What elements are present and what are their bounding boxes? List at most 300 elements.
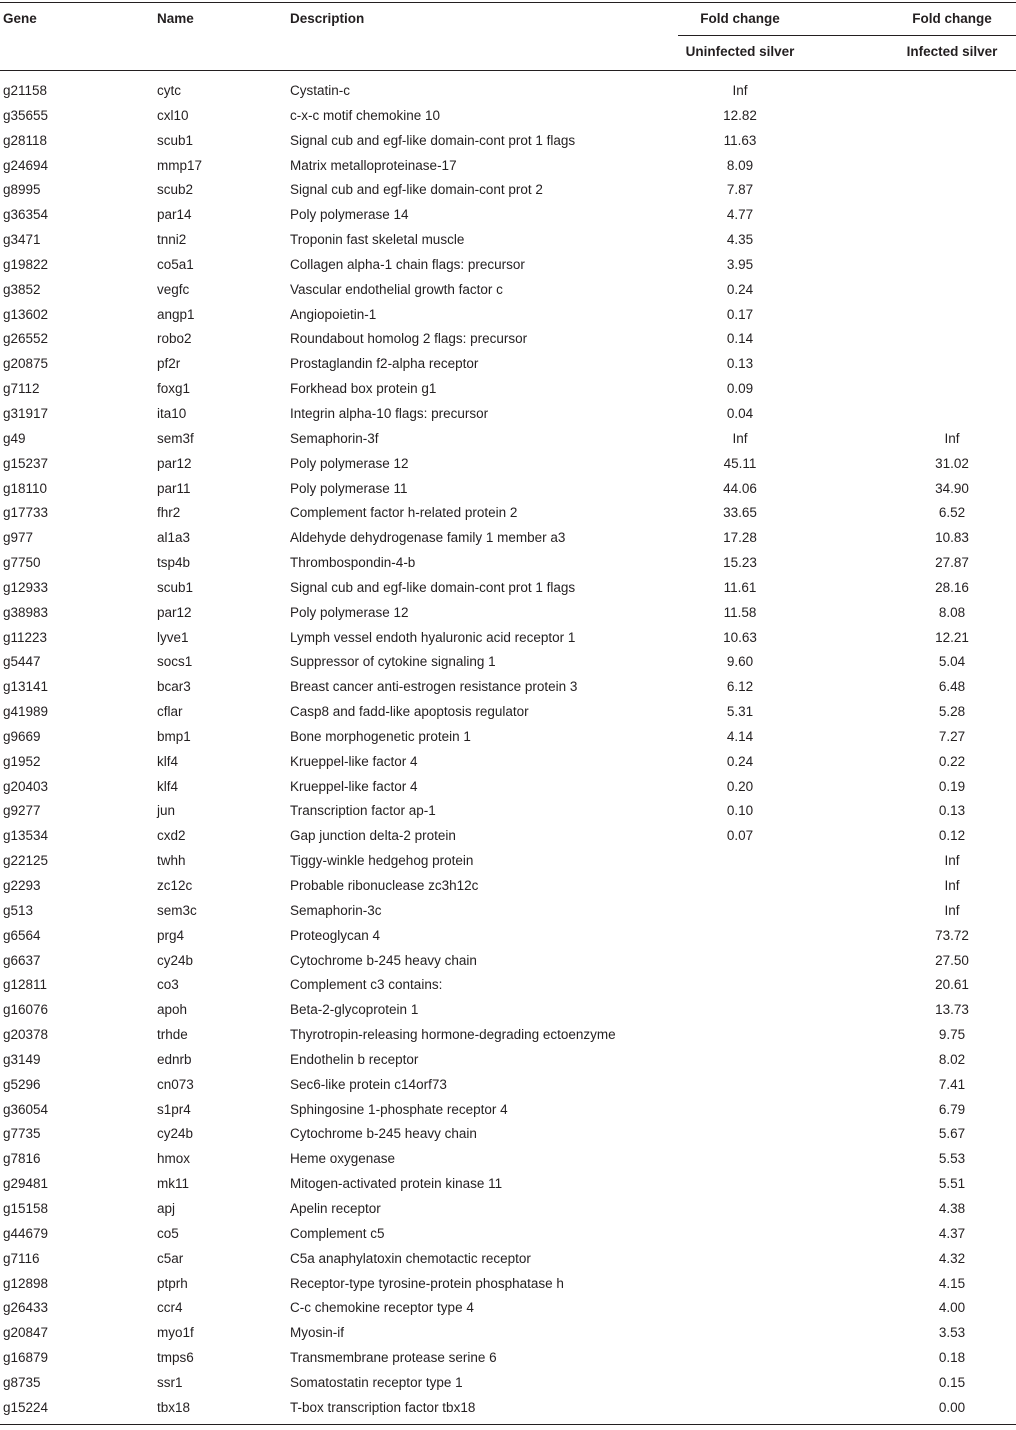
cell-gene: g26433 [3,1300,49,1316]
cell-description: Aldehyde dehydrogenase family 1 member a3 [290,530,566,546]
infected-header-rule [910,35,1016,36]
cell-name: apj [157,1200,176,1216]
cell-description: Apelin receptor [290,1200,381,1216]
cell-infected: 8.08 [938,604,966,620]
cell-name: cn073 [157,1076,194,1092]
table-row [0,824,1016,849]
table-row [0,1073,1016,1098]
cell-description: Sec6-like protein c14orf73 [290,1076,447,1092]
table-row [0,1247,1016,1272]
cell-gene: g3471 [3,232,41,248]
cell-gene: g16879 [3,1350,49,1366]
cell-infected: 10.83 [935,530,969,546]
cell-infected: 7.41 [938,1076,966,1092]
table-row [0,203,1016,228]
cell-name: ednrb [157,1051,192,1067]
table-row [0,154,1016,179]
table-row [0,750,1016,775]
cell-uninfected: 4.14 [726,728,754,744]
cell-infected: Inf [944,902,960,918]
cell-infected: 0.22 [938,753,966,769]
table-row [0,1296,1016,1321]
cell-uninfected: Inf [732,83,748,98]
cell-name: cxl10 [157,107,189,123]
cell-uninfected: 0.04 [726,405,754,421]
table-row [0,1272,1016,1297]
table-row [0,178,1016,203]
cell-description: Krueppel-like factor 4 [290,778,418,794]
cell-description: Mitogen-activated protein kinase 11 [290,1176,503,1192]
cell-name: scub2 [157,182,194,198]
table-row [0,79,1016,104]
cell-gene: g12898 [3,1275,49,1291]
cell-name: jun [157,803,176,819]
table-row [0,1048,1016,1073]
cell-gene: g7816 [3,1151,41,1167]
header-rule [0,70,1016,71]
table-row [0,1321,1016,1346]
cell-gene: g12933 [3,579,49,595]
cell-description: Poly polymerase 11 [290,480,408,496]
cell-description: Poly polymerase 12 [290,604,409,620]
table-row [0,1172,1016,1197]
cell-name: klf4 [157,753,179,769]
cell-gene: g11223 [3,629,48,645]
cell-uninfected: Inf [732,430,748,446]
cell-uninfected: 17.28 [723,530,757,546]
table-row [0,129,1016,154]
cell-name: myo1f [157,1325,194,1341]
table-row [0,700,1016,725]
cell-name: par12 [157,604,192,620]
top-rule [0,2,1016,3]
header-name: Name [157,11,194,26]
cell-gene: g15158 [3,1200,49,1216]
cell-uninfected: 0.07 [726,828,754,844]
cell-description: Complement c5 [290,1225,385,1241]
cell-infected: 3.53 [938,1325,966,1341]
cell-uninfected: 11.61 [723,579,757,595]
table-row [0,104,1016,129]
table-row [0,1147,1016,1172]
cell-uninfected: 3.95 [726,256,754,272]
cell-uninfected: 12.82 [723,107,757,123]
cell-gene: g21158 [3,83,48,98]
cell-gene: g49 [3,430,26,446]
cell-name: par14 [157,207,192,223]
cell-description: Forkhead box protein g1 [290,381,437,397]
cell-description: Prostaglandin f2-alpha receptor [290,356,479,372]
table-row [0,775,1016,800]
cell-name: trhde [157,1027,188,1043]
cell-infected: 4.32 [938,1250,966,1266]
cell-infected: 28.16 [935,579,969,595]
cell-infected: 13.73 [935,1002,969,1018]
cell-gene: g28118 [3,132,48,148]
cell-infected: 0.19 [938,778,966,794]
cell-description: Transcription factor ap-1 [290,803,436,819]
cell-infected: 4.00 [938,1300,966,1316]
cell-description: Poly polymerase 14 [290,207,409,223]
cell-gene: g36354 [3,207,49,223]
cell-gene: g35655 [3,107,49,123]
cell-description: c-x-c motif chemokine 10 [290,107,441,123]
cell-description: Tiggy-winkle hedgehog protein [290,853,474,869]
cell-name: sem3f [157,430,194,446]
table-row [0,1122,1016,1147]
cell-gene: g513 [3,902,34,918]
cell-infected: 8.02 [938,1051,966,1067]
cell-uninfected: 33.65 [723,505,757,521]
cell-gene: g31917 [3,405,49,421]
cell-name: c5ar [157,1250,184,1266]
cell-infected: 73.72 [935,927,969,943]
cell-gene: g9669 [3,728,41,744]
cell-gene: g15224 [3,1399,49,1415]
cell-name: cxd2 [157,828,186,844]
table-row [0,228,1016,253]
cell-infected: 5.51 [938,1176,966,1192]
table-body [0,79,1016,1421]
table-row [0,626,1016,651]
cell-name: sem3c [157,902,197,918]
header-uninfected-silver: Uninfected silver [685,44,795,59]
cell-infected: 34.90 [935,480,969,496]
cell-name: robo2 [157,331,192,347]
cell-gene: g13602 [3,306,49,322]
cell-name: cy24b [157,952,194,968]
cell-infected: 6.79 [938,1101,966,1117]
cell-gene: g15237 [3,455,49,471]
cell-infected: 31.02 [935,455,969,471]
cell-description: Suppressor of cytokine signaling 1 [290,654,496,670]
cell-name: cflar [157,704,183,720]
cell-description: Angiopoietin-1 [290,306,377,322]
header-fold-change-uninfected: Fold change [700,11,780,26]
cell-uninfected: 8.09 [726,157,754,173]
cell-infected: 20.61 [935,977,969,993]
cell-name: lyve1 [157,629,189,645]
table-row [0,601,1016,626]
cell-gene: g20847 [3,1325,49,1341]
cell-name: par12 [157,455,192,471]
table-row [0,526,1016,551]
table-row [0,253,1016,278]
cell-gene: g20403 [3,778,49,794]
cell-gene: g6637 [3,952,41,968]
table-row [0,998,1016,1023]
cell-description: Gap junction delta-2 protein [290,828,456,844]
cell-description: Krueppel-like factor 4 [290,753,418,769]
cell-infected: 0.13 [938,803,966,819]
uninfected-header-rule [678,35,910,36]
cell-gene: g977 [3,530,34,546]
cell-description: Poly polymerase 12 [290,455,409,471]
cell-description: Cytochrome b-245 heavy chain [290,952,477,968]
cell-uninfected: 0.13 [726,356,754,372]
cell-gene: g38983 [3,604,49,620]
cell-name: ssr1 [157,1374,183,1390]
cell-description: Breast cancer anti-estrogen resistance protein 3 [290,679,578,695]
cell-gene: g7735 [3,1126,41,1142]
table-row [0,874,1016,899]
table-row [0,551,1016,576]
bottom-rule [0,1424,1016,1425]
cell-description: Sphingosine 1-phosphate receptor 4 [290,1101,508,1117]
cell-description: Proteoglycan 4 [290,927,381,943]
cell-gene: g7750 [3,555,41,571]
header-infected-silver: Infected silver [906,44,998,59]
cell-infected: 4.15 [938,1275,966,1291]
header-description: Description [290,11,365,26]
table-row [0,675,1016,700]
cell-description: Casp8 and fadd-like apoptosis regulator [290,704,529,720]
table-row [0,377,1016,402]
cell-gene: g17733 [3,505,49,521]
cell-infected: 27.87 [935,555,969,571]
cell-description: Complement factor h-related protein 2 [290,505,518,521]
table-row [0,1098,1016,1123]
cell-description: T-box transcription factor tbx18 [290,1399,476,1415]
cell-gene: g22125 [3,853,49,869]
table-row [0,278,1016,303]
table-row [0,924,1016,949]
cell-description: Troponin fast skeletal muscle [290,232,465,248]
cell-gene: g41989 [3,704,49,720]
cell-gene: g1952 [3,753,41,769]
cell-infected: 27.50 [935,952,969,968]
cell-name: vegfc [157,281,190,297]
table-row [0,1222,1016,1247]
cell-uninfected: 4.77 [726,207,754,223]
cell-name: al1a3 [157,530,191,546]
cell-gene: g6564 [3,927,41,943]
table-row [0,799,1016,824]
cell-uninfected: 9.60 [726,654,754,670]
cell-name: ccr4 [157,1300,183,1316]
cell-description: C5a anaphylatoxin chemotactic receptor [290,1250,531,1266]
cell-gene: g19822 [3,256,49,272]
cell-infected: Inf [944,878,960,893]
table-row [0,402,1016,427]
cell-name: cy24b [157,1126,194,1142]
cell-description: Semaphorin-3f [290,430,379,446]
cell-uninfected: 45.11 [723,455,757,471]
cell-description: Transmembrane protease serine 6 [290,1350,497,1366]
cell-gene: g12811 [3,977,48,993]
cell-name: socs1 [157,654,193,670]
cell-gene: g44679 [3,1225,49,1241]
cell-infected: 7.27 [938,728,966,744]
cell-uninfected: 10.63 [723,629,757,645]
cell-name: pf2r [157,356,181,372]
cell-name: angp1 [157,306,195,322]
cell-gene: g18110 [3,480,48,496]
cell-name: tbx18 [157,1399,191,1415]
cell-name: bcar3 [157,679,191,695]
table-row [0,1396,1016,1421]
table-row [0,1023,1016,1048]
table-row [0,477,1016,502]
cell-gene: g26552 [3,331,49,347]
table-row [0,352,1016,377]
cell-uninfected: 0.14 [726,331,754,347]
cell-name: co5a1 [157,256,194,272]
table-row [0,1197,1016,1222]
cell-name: prg4 [157,927,185,943]
cell-gene: g3852 [3,281,41,297]
cell-name: bmp1 [157,728,191,744]
cell-infected: 12.21 [935,629,969,645]
cell-name: scub1 [157,132,194,148]
cell-description: Cystatin-c [290,83,351,98]
cell-uninfected: 0.20 [726,778,754,794]
cell-uninfected: 4.35 [726,232,754,248]
cell-gene: g9277 [3,803,41,819]
cell-uninfected: 15.23 [723,555,757,571]
cell-gene: g7116 [3,1250,40,1266]
table-row [0,849,1016,874]
cell-uninfected: 7.87 [726,182,754,198]
cell-name: ita10 [157,405,187,421]
table-row [0,899,1016,924]
cell-gene: g20875 [3,356,49,372]
cell-name: hmox [157,1151,191,1167]
cell-name: zc12c [157,878,193,893]
table-row [0,576,1016,601]
cell-infected: 0.18 [938,1350,966,1366]
cell-description: Signal cub and egf-like domain-cont prot 1 flags [290,579,576,595]
cell-gene: g36054 [3,1101,49,1117]
cell-name: apoh [157,1002,188,1018]
table-row [0,427,1016,452]
cell-description: Cytochrome b-245 heavy chain [290,1126,477,1142]
cell-gene: g29481 [3,1176,49,1192]
cell-gene: g8735 [3,1374,41,1390]
cell-infected: 4.37 [938,1225,966,1241]
cell-name: tsp4b [157,555,191,571]
cell-gene: g16076 [3,1002,49,1018]
cell-name: klf4 [157,778,179,794]
cell-description: Receptor-type tyrosine-protein phosphatase h [290,1275,564,1291]
table-row [0,1371,1016,1396]
cell-name: foxg1 [157,381,191,397]
cell-description: Thyrotropin-releasing hormone-degrading ectoenzyme [290,1027,616,1043]
table-row [0,725,1016,750]
table-row [0,650,1016,675]
cell-description: Probable ribonuclease zc3h12c [290,878,479,893]
cell-description: C-c chemokine receptor type 4 [290,1300,474,1316]
cell-name: ptprh [157,1275,188,1291]
table-row [0,949,1016,974]
cell-name: fhr2 [157,505,181,521]
cell-uninfected: 0.09 [726,381,754,397]
cell-infected: 0.00 [938,1399,966,1415]
cell-description: Complement c3 contains: [290,977,443,993]
cell-name: co5 [157,1225,179,1241]
cell-infected: 5.28 [938,704,966,720]
cell-description: Roundabout homolog 2 flags: precursor [290,331,528,347]
cell-name: s1pr4 [157,1101,191,1117]
header-fold-change-infected: Fold change [912,11,992,26]
cell-uninfected: 11.58 [723,604,757,620]
cell-infected: 0.12 [938,828,966,844]
cell-infected: 9.75 [938,1027,966,1043]
cell-uninfected: 11.63 [723,132,757,148]
cell-description: Bone morphogenetic protein 1 [290,728,471,744]
cell-infected: 5.67 [938,1126,966,1142]
table-row [0,303,1016,328]
cell-name: tnni2 [157,232,187,248]
cell-uninfected: 5.31 [726,704,754,720]
cell-name: scub1 [157,579,194,595]
table-row [0,452,1016,477]
cell-gene: g7112 [3,381,40,397]
cell-infected: 4.38 [938,1200,966,1216]
cell-gene: g5296 [3,1076,41,1092]
cell-gene: g13141 [3,679,49,695]
cell-description: Signal cub and egf-like domain-cont prot 1 flags [290,132,576,148]
cell-infected: 6.52 [938,505,966,521]
cell-description: Thrombospondin-4-b [290,555,416,571]
cell-description: Endothelin b receptor [290,1051,419,1067]
cell-gene: g8995 [3,182,41,198]
cell-description: Heme oxygenase [290,1151,396,1167]
table-row [0,501,1016,526]
cell-description: Signal cub and egf-like domain-cont prot 2 [290,182,543,198]
cell-description: Collagen alpha-1 chain flags: precursor [290,256,525,272]
cell-name: twhh [157,853,186,869]
cell-description: Myosin-if [290,1325,345,1341]
cell-infected: Inf [944,430,960,446]
cell-gene: g2293 [3,878,41,893]
cell-infected: 6.48 [938,679,966,695]
cell-name: tmps6 [157,1350,194,1366]
cell-uninfected: 0.24 [726,281,754,297]
cell-name: mk11 [157,1176,190,1192]
cell-uninfected: 44.06 [723,480,757,496]
cell-gene: g13534 [3,828,49,844]
cell-description: Integrin alpha-10 flags: precursor [290,405,489,421]
table-row [0,327,1016,352]
cell-description: Matrix metalloproteinase-17 [290,157,457,173]
cell-name: par11 [157,480,191,496]
cell-description: Vascular endothelial growth factor c [290,281,503,297]
header-gene: Gene [3,11,37,26]
cell-infected: 5.04 [938,654,966,670]
cell-gene: g24694 [3,157,49,173]
cell-infected: 0.15 [938,1374,966,1390]
cell-name: co3 [157,977,179,993]
cell-name: cytc [157,83,182,98]
cell-uninfected: 6.12 [726,679,754,695]
cell-description: Beta-2-glycoprotein 1 [290,1002,419,1018]
cell-uninfected: 0.17 [726,306,754,322]
cell-gene: g20378 [3,1027,49,1043]
cell-gene: g3149 [3,1051,41,1067]
cell-gene: g5447 [3,654,41,670]
cell-uninfected: 0.10 [726,803,754,819]
cell-description: Somatostatin receptor type 1 [290,1374,463,1390]
cell-uninfected: 0.24 [726,753,754,769]
table-row [0,973,1016,998]
cell-name: mmp17 [157,157,203,173]
cell-infected: 5.53 [938,1151,966,1167]
cell-description: Lymph vessel endoth hyaluronic acid receptor 1 [290,629,576,645]
cell-infected: Inf [944,853,960,869]
table-row [0,1346,1016,1371]
cell-description: Semaphorin-3c [290,902,382,918]
